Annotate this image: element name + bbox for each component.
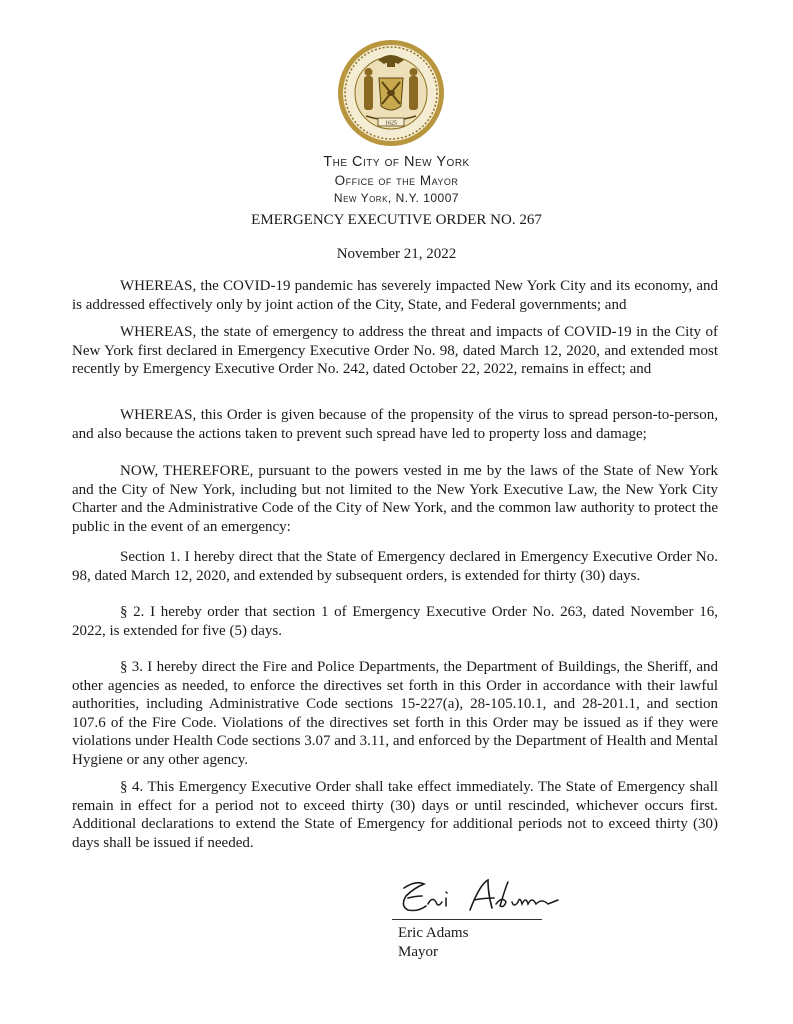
order-date: November 21, 2022 xyxy=(336,246,457,262)
svg-text:1625: 1625 xyxy=(385,120,397,127)
letterhead-address: New York, N.Y. 10007 xyxy=(333,191,460,205)
section-2-paragraph: § 2. I hereby order that section 1 of Emergency Executive Order No. 263, dated November 16, 2022, is extended for five (5) days. xyxy=(72,604,718,639)
now-therefore-paragraph: NOW, THEREFORE, pursuant to the powers vested in me by the laws of the State of New York and the City of New York, including but not limited to the New York Executive Law, the New York City Charter and the Administrative Code of the City of New York, and the common law authority to protect the public in the event of an emergency: xyxy=(72,463,718,535)
letterhead-office: Office of the Mayor xyxy=(334,173,459,188)
section-4-paragraph: § 4. This Emergency Executive Order shall take effect immediately. The State of Emergency shall remain in effect for a period not to exceed thirty (30) days or until rescinded, whichever occurs first. Additional declarations to extend the State of Emergency for additional periods not to exceed thirty (30) days shall be issued if needed. xyxy=(72,779,718,851)
signer-name: Eric Adams xyxy=(398,925,469,941)
city-seal-icon xyxy=(336,38,446,148)
section-1-paragraph: Section 1. I hereby direct that the State of Emergency declared in Emergency Executive Order No. 98, dated March 12, 2020, and extended by subsequent orders, is extended for thirty (30) days. xyxy=(72,549,718,584)
section-3-paragraph: § 3. I hereby direct the Fire and Police Departments, the Department of Buildings, the Sheriff, and other agencies as needed, to enforce the directives set forth in this Order in accordance with their lawful authorities, including Administrative Code sections 15-227(a), 28-105.10.1, and 28-201.1, and section 107.6 of the Fire Code. Violations of the directives set forth in this Order may be issued as if they were violations under Health Code sections 3.07 and 3.11, and enforced by the Department of Health and Mental Hygiene or any other agency. xyxy=(72,659,718,768)
whereas-paragraph-1: WHEREAS, the COVID-19 pandemic has severely impacted New York City and its economy, and is addressed effectively only by joint action of the City, State, and Federal governments; and xyxy=(72,278,718,313)
order-title: EMERGENCY EXECUTIVE ORDER NO. 267 xyxy=(251,212,542,228)
handwritten-signature xyxy=(396,874,566,920)
signer-title: Mayor xyxy=(398,943,438,960)
whereas-paragraph-3: WHEREAS, this Order is given because of the propensity of the virus to spread person-to-person, and also because the actions taken to prevent such spread have led to property loss and damage; xyxy=(72,407,718,442)
signer-block xyxy=(398,924,468,961)
signature-line xyxy=(392,919,542,920)
whereas-paragraph-2: WHEREAS, the state of emergency to address the threat and impacts of COVID-19 in the City of New York first declared in Emergency Executive Order No. 98, dated March 12, 2020, and extended most recently by Emergency Executive Order No. 242, dated October 22, 2022, remains in effect; and xyxy=(72,324,718,377)
letterhead-city: The City of New York xyxy=(323,154,470,170)
